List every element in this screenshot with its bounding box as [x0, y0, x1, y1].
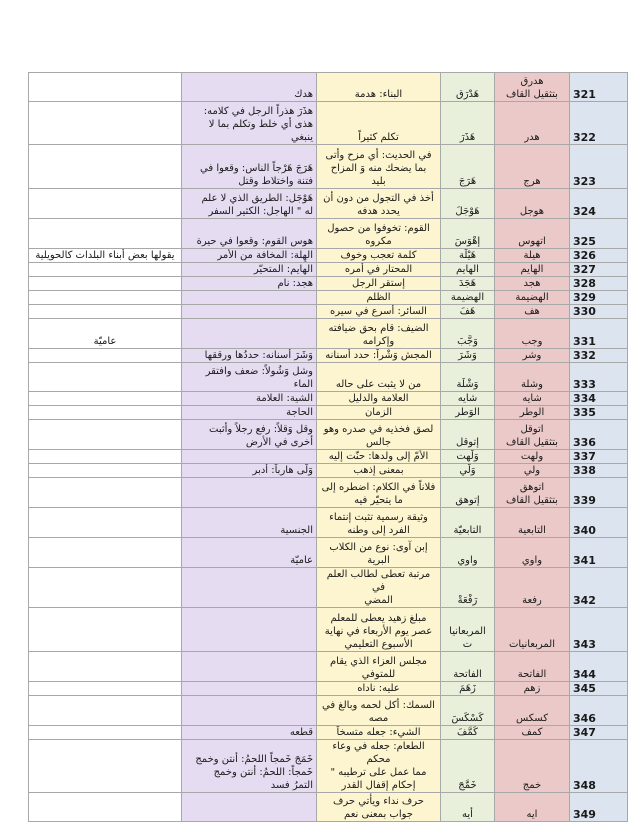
meaning-cell[interactable]: البناء: هدمة	[317, 73, 441, 102]
notes-cell[interactable]	[29, 682, 182, 696]
number-cell[interactable]: 327	[570, 263, 628, 277]
number-cell[interactable]: 323	[570, 145, 628, 189]
meaning-cell[interactable]: الزمان	[317, 406, 441, 420]
number-cell[interactable]: 329	[570, 291, 628, 305]
number-cell[interactable]: 334	[570, 392, 628, 406]
number-cell[interactable]: 338	[570, 464, 628, 478]
meaning-cell[interactable]: مرتبة تعطى لطالب العلم في المضي	[317, 568, 441, 608]
table-row	[29, 349, 628, 363]
root-cell[interactable]: الوَطر	[441, 406, 495, 420]
number-cell[interactable]: 340	[570, 508, 628, 538]
examples-cell[interactable]: وقل وَقلاً: رفع رجلاً وأثبت أخرى في الأرض	[182, 420, 317, 450]
notes-cell[interactable]	[29, 652, 182, 682]
word-cell[interactable]: ولهت	[495, 450, 570, 464]
table-row	[29, 450, 628, 464]
meaning-cell[interactable]: إبن آوى: نوع من الكلاب البرية	[317, 538, 441, 568]
number-cell[interactable]: 346	[570, 696, 628, 726]
meaning-cell[interactable]: في الحديث: أي مزح وأتى بما يضحك منه وَ المزاح بليد	[317, 145, 441, 189]
table-row	[29, 420, 628, 450]
meaning-cell[interactable]: السمك: أكل لحمه وبالغ في مصه	[317, 696, 441, 726]
root-cell[interactable]: هَيْلَة	[441, 249, 495, 263]
root-cell[interactable]: هَوْجَلَ	[441, 189, 495, 219]
word-cell[interactable]: كسكس	[495, 696, 570, 726]
examples-cell[interactable]: الشية: العلامة	[182, 392, 317, 406]
examples-cell[interactable]: هَوْجَل: الطريق الذي لا علم له " الهاجل: الكثير السفر	[182, 189, 317, 219]
word-cell[interactable]: هدر	[495, 102, 570, 145]
table-row	[29, 145, 628, 189]
spreadsheet-table	[28, 72, 628, 822]
root-cell[interactable]: خَمَّجَ	[441, 740, 495, 793]
notes-cell[interactable]	[29, 363, 182, 392]
notes-cell[interactable]	[29, 608, 182, 652]
word-cell[interactable]: هرج	[495, 145, 570, 189]
notes-cell[interactable]	[29, 349, 182, 363]
root-cell[interactable]: التابعيّة	[441, 508, 495, 538]
examples-cell[interactable]: هَرَجَ هَرْجاً الناس: وقعوا في فتنة واختلاط وقتل	[182, 145, 317, 189]
meaning-cell[interactable]: أخذ في التجول من دون أن يحدد هدفه	[317, 189, 441, 219]
notes-cell[interactable]	[29, 568, 182, 608]
root-cell[interactable]: الهضيمة	[441, 291, 495, 305]
root-cell[interactable]: أيه	[441, 793, 495, 822]
word-cell[interactable]: زهم	[495, 682, 570, 696]
examples-cell[interactable]: قطعه	[182, 726, 317, 740]
word-cell[interactable]: المربعانيات	[495, 608, 570, 652]
notes-cell[interactable]	[29, 450, 182, 464]
word-cell[interactable]: رفعة	[495, 568, 570, 608]
number-cell[interactable]: 328	[570, 277, 628, 291]
notes-cell[interactable]	[29, 508, 182, 538]
word-cell[interactable]: الفاتحة	[495, 652, 570, 682]
examples-cell[interactable]	[182, 652, 317, 682]
meaning-cell[interactable]: مجلس العزاء الذي يقام للمتوفي	[317, 652, 441, 682]
meaning-cell[interactable]: المجش وَشْراً: حدد أسنانه	[317, 349, 441, 363]
number-cell[interactable]: 345	[570, 682, 628, 696]
root-cell[interactable]: وَلْهت	[441, 450, 495, 464]
word-cell[interactable]: هوجل	[495, 189, 570, 219]
table-row	[29, 652, 628, 682]
meaning-cell[interactable]: الطعام: جعله في وعاء محكم مما عمل على ترطيبه " إحكام إقفال القدر	[317, 740, 441, 793]
examples-cell[interactable]	[182, 608, 317, 652]
table-row	[29, 726, 628, 740]
number-cell[interactable]: 342	[570, 568, 628, 608]
table-row	[29, 696, 628, 726]
meaning-cell[interactable]: بمعنى إذهب	[317, 464, 441, 478]
root-cell[interactable]: زَهَمَ	[441, 682, 495, 696]
examples-cell[interactable]: وَشَرَ أسنانه: حددُها ورققها	[182, 349, 317, 363]
notes-cell[interactable]	[29, 263, 182, 277]
meaning-cell[interactable]: المحتار في أمره	[317, 263, 441, 277]
notes-cell[interactable]	[29, 392, 182, 406]
word-cell[interactable]: كمف	[495, 726, 570, 740]
examples-cell[interactable]: وشل وَشُولاً: ضعف وافتقر الماء	[182, 363, 317, 392]
word-cell[interactable]: هدرق بتثقيل القاف	[495, 73, 570, 102]
table-row	[29, 277, 628, 291]
meaning-cell[interactable]: كلمة تعجب وخوف	[317, 249, 441, 263]
table-row	[29, 249, 628, 263]
examples-cell[interactable]	[182, 568, 317, 608]
examples-cell[interactable]	[182, 478, 317, 508]
table-row	[29, 305, 628, 319]
table-row	[29, 508, 628, 538]
number-cell[interactable]: 349	[570, 793, 628, 822]
notes-cell[interactable]	[29, 291, 182, 305]
examples-cell[interactable]: هدك	[182, 73, 317, 102]
number-cell[interactable]: 330	[570, 305, 628, 319]
root-cell[interactable]: كَسْكَسَ	[441, 696, 495, 726]
meaning-cell[interactable]: فلاناً في الكلام: اضطره إلى ما يتحيّر فيه	[317, 478, 441, 508]
number-cell[interactable]: 332	[570, 349, 628, 363]
word-cell[interactable]: اتوقل بتثقيل القاف	[495, 420, 570, 450]
table-row	[29, 568, 628, 608]
number-cell[interactable]: 336	[570, 420, 628, 450]
examples-cell[interactable]: الهِلة: المخافة من الأمر	[182, 249, 317, 263]
table-row	[29, 478, 628, 508]
root-cell[interactable]: وَشَرَ	[441, 349, 495, 363]
word-cell[interactable]: الهايم	[495, 263, 570, 277]
notes-cell[interactable]	[29, 420, 182, 450]
meaning-cell[interactable]: عليه: ناداه	[317, 682, 441, 696]
meaning-cell[interactable]: العلامة والدليل	[317, 392, 441, 406]
examples-cell[interactable]: هوس القوم: وقعوا في حيرة	[182, 219, 317, 249]
notes-cell[interactable]	[29, 740, 182, 793]
meaning-cell[interactable]: الشيء: جعله متسخاً	[317, 726, 441, 740]
table-row	[29, 406, 628, 420]
root-cell[interactable]: إهْوَسَ	[441, 219, 495, 249]
word-cell[interactable]: وجب	[495, 319, 570, 349]
root-cell[interactable]: وَشْلَة	[441, 363, 495, 392]
examples-cell[interactable]	[182, 319, 317, 349]
word-cell[interactable]: هيلة	[495, 249, 570, 263]
meaning-cell[interactable]: حرف نداء ويأتي حرف جواب بمعنى نعم	[317, 793, 441, 822]
meaning-cell[interactable]: الظلم	[317, 291, 441, 305]
root-cell[interactable]: المربعانيا ت	[441, 608, 495, 652]
word-cell[interactable]: شايه	[495, 392, 570, 406]
meaning-cell[interactable]: الضيف: قام بحق ضيافته وإكرامه	[317, 319, 441, 349]
examples-cell[interactable]: الهايم: المتحيّر	[182, 263, 317, 277]
table-row	[29, 538, 628, 568]
root-cell[interactable]: كَمَّفَ	[441, 726, 495, 740]
notes-cell[interactable]: عاميّة	[29, 319, 182, 349]
meaning-cell[interactable]: السائر: أسرع في سيره	[317, 305, 441, 319]
examples-cell[interactable]	[182, 291, 317, 305]
table-row	[29, 740, 628, 793]
table-row	[29, 102, 628, 145]
word-cell[interactable]: اتهوس	[495, 219, 570, 249]
table-row	[29, 682, 628, 696]
number-cell[interactable]: 335	[570, 406, 628, 420]
meaning-cell[interactable]: لصق فخذيه في صدره وهو جالس	[317, 420, 441, 450]
word-cell[interactable]: خمج	[495, 740, 570, 793]
number-cell[interactable]: 321	[570, 73, 628, 102]
root-cell[interactable]: إتوهق	[441, 478, 495, 508]
table-body	[29, 73, 628, 822]
table-row	[29, 464, 628, 478]
table-row	[29, 219, 628, 249]
word-cell[interactable]: هف	[495, 305, 570, 319]
table-row	[29, 608, 628, 652]
number-cell[interactable]: 344	[570, 652, 628, 682]
notes-cell[interactable]	[29, 726, 182, 740]
word-cell[interactable]: هجد	[495, 277, 570, 291]
meaning-cell[interactable]: من لا يثبت على حاله	[317, 363, 441, 392]
root-cell[interactable]: الهايم	[441, 263, 495, 277]
root-cell[interactable]: وَلّي	[441, 464, 495, 478]
notes-cell[interactable]	[29, 102, 182, 145]
meaning-cell[interactable]: وثيقة رسمية تثبت إنتماء الفرد إلى وطنه	[317, 508, 441, 538]
table-row	[29, 319, 628, 349]
root-cell[interactable]: رَفْعَةْ	[441, 568, 495, 608]
notes-cell[interactable]	[29, 305, 182, 319]
notes-cell[interactable]	[29, 464, 182, 478]
word-cell[interactable]: اتوهق بتثقيل القاف	[495, 478, 570, 508]
number-cell[interactable]: 325	[570, 219, 628, 249]
table-row	[29, 189, 628, 219]
root-cell[interactable]: إتوقل	[441, 420, 495, 450]
number-cell[interactable]: 337	[570, 450, 628, 464]
examples-cell[interactable]	[182, 793, 317, 822]
root-cell[interactable]: هَجَدَ	[441, 277, 495, 291]
word-cell[interactable]: الوطر	[495, 406, 570, 420]
table-row	[29, 392, 628, 406]
root-cell[interactable]: واوي	[441, 538, 495, 568]
notes-cell[interactable]	[29, 277, 182, 291]
meaning-cell[interactable]: القوم: تخوفوا من حصول مكروه	[317, 219, 441, 249]
root-cell[interactable]: هَفَ	[441, 305, 495, 319]
root-cell[interactable]: وَجَّبَ	[441, 319, 495, 349]
examples-cell[interactable]	[182, 682, 317, 696]
notes-cell[interactable]: يقولها بعض أبناء البلدات كالحويلية	[29, 249, 182, 263]
table-row	[29, 363, 628, 392]
word-cell[interactable]: ايه	[495, 793, 570, 822]
number-cell[interactable]: 339	[570, 478, 628, 508]
number-cell[interactable]: 326	[570, 249, 628, 263]
word-cell[interactable]: وشر	[495, 349, 570, 363]
root-cell[interactable]: هَذَرَ	[441, 102, 495, 145]
table-row	[29, 263, 628, 277]
word-cell[interactable]: واوي	[495, 538, 570, 568]
notes-cell[interactable]	[29, 219, 182, 249]
number-cell[interactable]: 343	[570, 608, 628, 652]
meaning-cell[interactable]: الأمّ إلى ولدها: حنّت إليه	[317, 450, 441, 464]
examples-cell[interactable]	[182, 696, 317, 726]
notes-cell[interactable]	[29, 696, 182, 726]
number-cell[interactable]: 331	[570, 319, 628, 349]
root-cell[interactable]: هَدْرَق	[441, 73, 495, 102]
examples-cell[interactable]: هذَرَ هذراً الرجل في كلامه: هذى أي خلط وتكلم بما لا ينبغي	[182, 102, 317, 145]
table-row	[29, 291, 628, 305]
word-cell[interactable]: ولي	[495, 464, 570, 478]
number-cell[interactable]: 341	[570, 538, 628, 568]
meaning-cell[interactable]: تكلم كثيراً	[317, 102, 441, 145]
notes-cell[interactable]	[29, 793, 182, 822]
word-cell[interactable]: التابعية	[495, 508, 570, 538]
word-cell[interactable]: الهضيمة	[495, 291, 570, 305]
number-cell[interactable]: 324	[570, 189, 628, 219]
notes-cell[interactable]	[29, 73, 182, 102]
examples-cell[interactable]: خَمَجَ خَمجاً اللحمُ: أنتن وخمج خَمجاً: اللحمُ: أنتن وخمج التمرُ فسد	[182, 740, 317, 793]
examples-cell[interactable]: الجنسية	[182, 508, 317, 538]
examples-cell[interactable]: عاميّة	[182, 538, 317, 568]
notes-cell[interactable]	[29, 189, 182, 219]
examples-cell[interactable]: هجد: نام	[182, 277, 317, 291]
table-row	[29, 73, 628, 102]
number-cell[interactable]: 348	[570, 740, 628, 793]
meaning-cell[interactable]: مبلغ زهيد يعطى للمعلم عصر يوم الأربعاء في نهاية الأسبوع التعليمي	[317, 608, 441, 652]
notes-cell[interactable]	[29, 145, 182, 189]
root-cell[interactable]: الفاتحة	[441, 652, 495, 682]
notes-cell[interactable]	[29, 538, 182, 568]
word-cell[interactable]: وشلة	[495, 363, 570, 392]
examples-cell[interactable]	[182, 305, 317, 319]
notes-cell[interactable]	[29, 478, 182, 508]
number-cell[interactable]: 322	[570, 102, 628, 145]
notes-cell[interactable]	[29, 406, 182, 420]
number-cell[interactable]: 347	[570, 726, 628, 740]
examples-cell[interactable]: الحاجة	[182, 406, 317, 420]
root-cell[interactable]: شايه	[441, 392, 495, 406]
examples-cell[interactable]: وَلّى هارباً: أدبر	[182, 464, 317, 478]
number-cell[interactable]: 333	[570, 363, 628, 392]
table-row	[29, 793, 628, 822]
root-cell[interactable]: هَرَجَ	[441, 145, 495, 189]
meaning-cell[interactable]: إستقر الرجل	[317, 277, 441, 291]
examples-cell[interactable]	[182, 450, 317, 464]
